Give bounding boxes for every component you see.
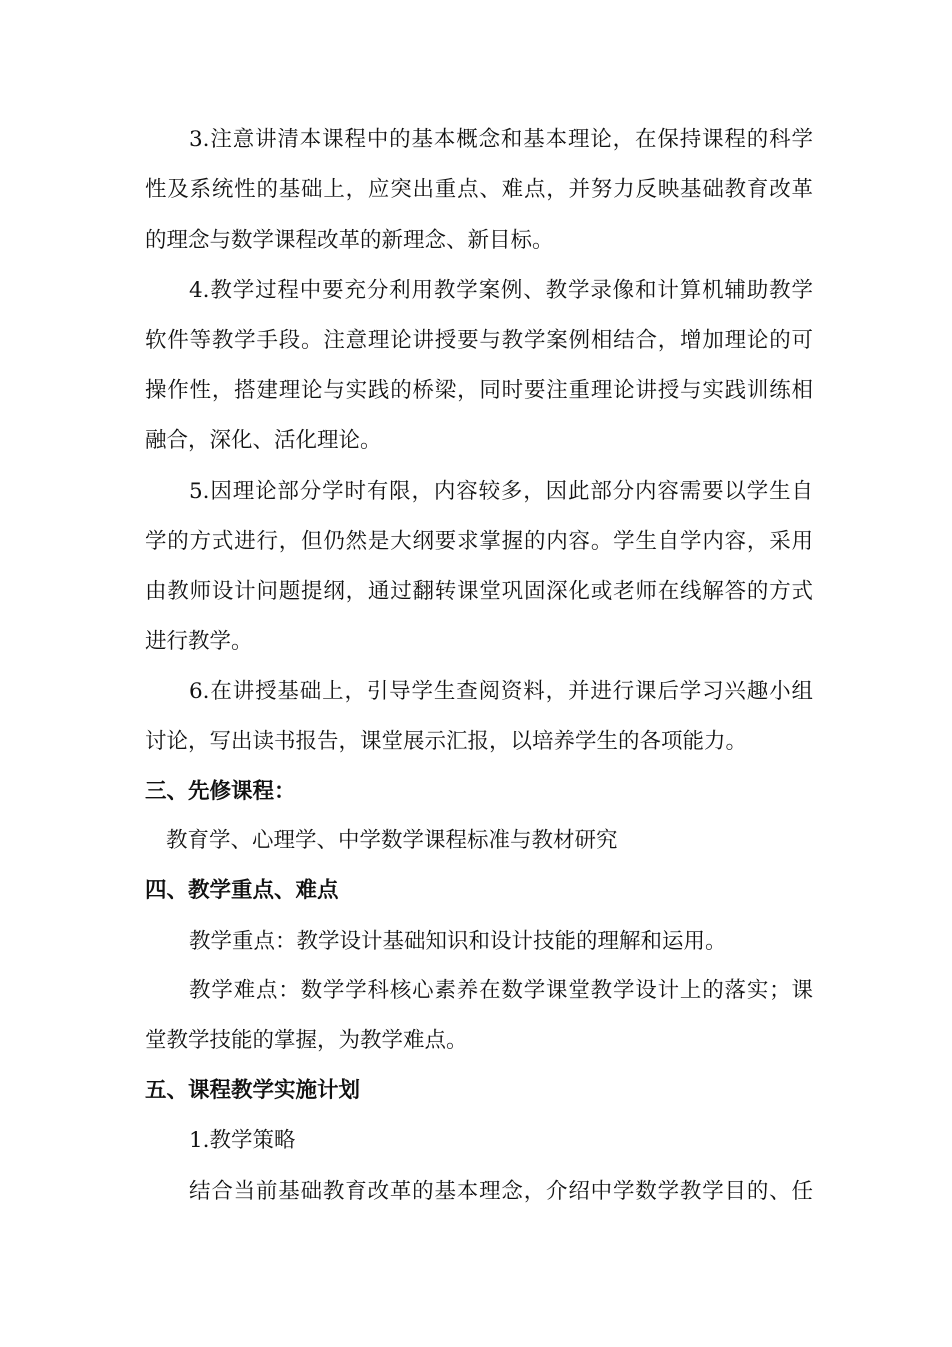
paragraph-6-line-1: 6.在讲授基础上，引导学生查阅资料，并进行课后学习兴趣小组 bbox=[189, 679, 813, 704]
strategy-paragraph-line-1: 结合当前基础教育改革的基本理念，介绍中学数学教学目的、任 bbox=[189, 1179, 813, 1204]
paragraph-5-line-3: 由教师设计问题提纲，通过翻转课堂巩固深化或老师在线解答的方式 bbox=[145, 579, 813, 604]
paragraph-4-line-4: 融合，深化、活化理论。 bbox=[145, 428, 382, 453]
section-heading-implementation-plan: 五、课程教学实施计划 bbox=[145, 1078, 361, 1103]
teaching-difficulty-line-1: 教学难点：数学学科核心素养在数学课堂教学设计上的落实；课 bbox=[189, 978, 813, 1003]
subheading-teaching-strategy: 1.教学策略 bbox=[189, 1128, 296, 1153]
paragraph-5-line-1: 5.因理论部分学时有限，内容较多，因此部分内容需要以学生自 bbox=[189, 479, 813, 504]
section-heading-prerequisites: 三、先修课程： bbox=[145, 779, 296, 804]
paragraph-4-line-2: 软件等教学手段。注意理论讲授要与教学案例相结合，增加理论的可 bbox=[145, 328, 813, 353]
paragraph-4-line-3: 操作性，搭建理论与实践的桥梁，同时要注重理论讲授与实践训练相 bbox=[145, 378, 813, 403]
paragraph-4-line-1: 4.教学过程中要充分利用教学案例、教学录像和计算机辅助教学 bbox=[189, 278, 813, 303]
paragraph-3-line-1: 3.注意讲清本课程中的基本概念和基本理论，在保持课程的科学 bbox=[189, 127, 813, 152]
section-heading-key-points: 四、教学重点、难点 bbox=[145, 878, 339, 903]
teaching-difficulty-line-2: 堂教学技能的掌握，为教学难点。 bbox=[145, 1028, 468, 1053]
paragraph-3-line-2: 性及系统性的基础上，应突出重点、难点，并努力反映基础教育改革 bbox=[145, 177, 813, 202]
paragraph-5-line-4: 进行教学。 bbox=[145, 629, 253, 654]
paragraph-5-line-2: 学的方式进行，但仍然是大纲要求掌握的内容。学生自学内容，采用 bbox=[145, 529, 813, 554]
paragraph-6-line-2: 讨论，写出读书报告，课堂展示汇报，以培养学生的各项能力。 bbox=[145, 729, 748, 754]
prerequisite-courses: 教育学、心理学、中学数学课程标准与教材研究 bbox=[166, 828, 618, 853]
paragraph-3-line-3: 的理念与数学课程改革的新理念、新目标。 bbox=[145, 228, 554, 253]
teaching-focus: 教学重点：教学设计基础知识和设计技能的理解和运用。 bbox=[189, 929, 727, 954]
